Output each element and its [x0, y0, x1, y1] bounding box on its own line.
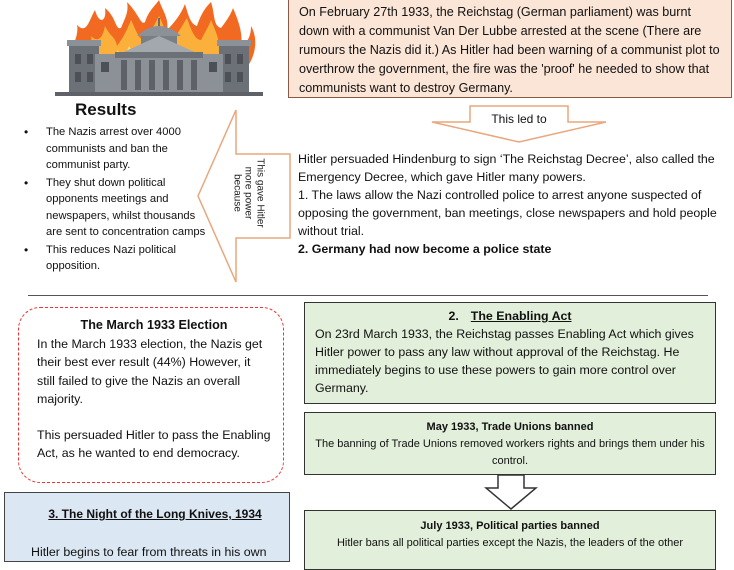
- results-list: [22, 124, 207, 276]
- march-election-box: [18, 307, 284, 483]
- trade-unions-box: [304, 412, 716, 475]
- reichstag-fire-box: [288, 0, 732, 98]
- long-knives-box: [4, 492, 290, 562]
- enabling-act-box: [304, 302, 716, 404]
- enabling-act-heading: [315, 307, 705, 325]
- enabling-act-text: On 23rd March 1933, the Reichstag passes Enabling Act which gives Hitler power to pass any law without approval of the Reichstag. He immediately begins to use these powers to gain more control over Germany.: [315, 327, 694, 395]
- left-arrow-label: This gave Hitler more power because: [231, 158, 266, 228]
- results-item: • They shut down political opponents meetings and newspapers, whilst thousands are sent to concentration camps: [22, 175, 207, 241]
- enabling-act-number: 2.: [448, 309, 459, 323]
- enabling-act-title: The Enabling Act: [470, 309, 572, 323]
- decree-paragraph: Hitler persuaded Hindenburg to sign ‘The Reichstag Decree’, also called the Emergency Decree, which gave Hitler many powers.: [298, 152, 715, 184]
- results-heading: Results: [75, 100, 137, 119]
- march-election-conclusion: This persuaded Hitler to pass the Enabling Act, as he wanted to end democracy.: [37, 428, 271, 461]
- burning-reichstag-icon: [55, 0, 263, 96]
- reichstag-fire-text: On February 27th 1933, the Reichstag (German parliament) was burnt down with a communist Van Der Lubbe arrested at the scene (There are rumours the Nazis did it.) As Hitler had been warning of a communist plot to overthrow the government, the fire was the 'proof' he needed to show that communists want to destroy Germany.: [299, 5, 720, 95]
- trade-unions-title: May 1933, Trade Unions banned: [426, 421, 594, 433]
- decree-point-2: 2. Germany had now become a police state: [298, 242, 552, 256]
- march-election-text: In the March 1933 election, the Nazis get their best ever result (44%) However, it still failed to give the Nazis an overall majority.: [37, 337, 263, 406]
- political-parties-title: July 1933, Political parties banned: [420, 520, 600, 532]
- down-arrow-icon: [484, 474, 538, 510]
- political-parties-text: Hitler bans all political parties except the Nazis, the leaders of the other: [336, 537, 684, 549]
- down-arrow-label: This led to: [491, 112, 547, 126]
- results-item: • The Nazis arrest over 4000 communists and ban the communist party.: [22, 124, 207, 174]
- reichstag-decree-section: [298, 150, 722, 258]
- long-knives-title: 3. The Night of the Long Knives, 1934: [48, 507, 262, 521]
- results-item: • This reduces Nazi political opposition.: [22, 242, 207, 275]
- political-parties-box: [304, 510, 716, 570]
- decree-point-1: 1. The laws allow the Nazi controlled police to arrest anyone suspected of opposing the government, ban meetings, close newspapers and hold people without trial.: [298, 188, 717, 238]
- trade-unions-text: The banning of Trade Unions removed workers rights and brings them under his control.: [315, 438, 705, 467]
- march-election-title: The March 1933 Election: [80, 318, 228, 332]
- section-divider: [28, 295, 708, 296]
- long-knives-text: Hitler begins to fear from threats in his own: [31, 545, 267, 559]
